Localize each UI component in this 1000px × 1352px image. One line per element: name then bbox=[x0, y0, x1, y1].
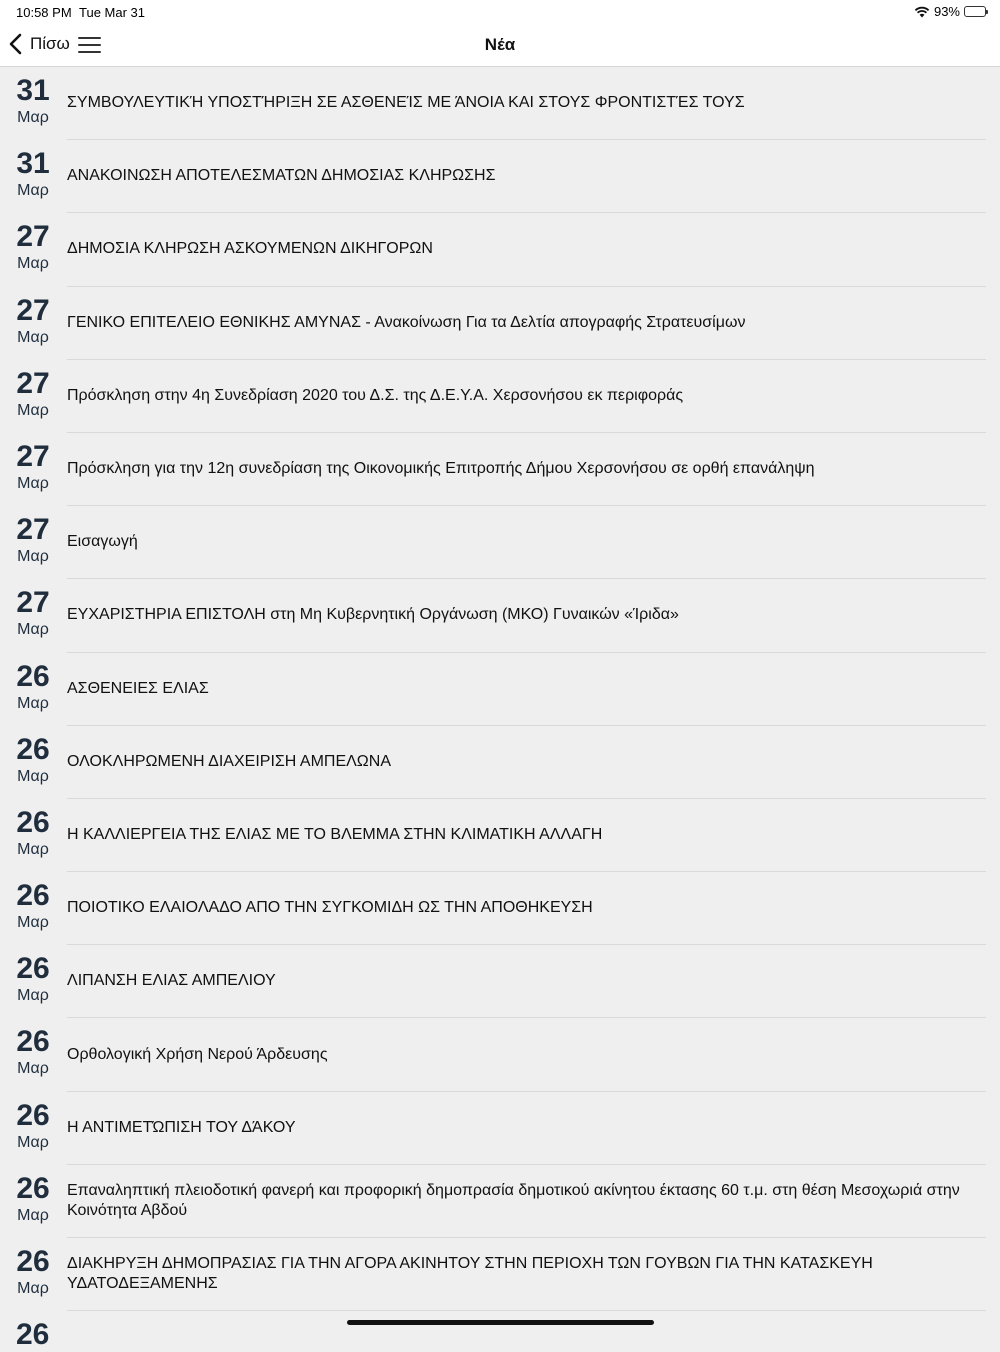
item-month: Μαρ bbox=[17, 914, 49, 932]
item-title: Η ΚΑΛΛΙΕΡΓΕΙΑ ΤΗΣ ΕΛΙΑΣ ΜΕ ΤΟ ΒΛΕΜΜΑ ΣΤΗΝ ΚΛΙΜΑΤΙΚΗ ΑΛΛΑΓΗ bbox=[67, 799, 986, 872]
item-title: Εισαγωγή bbox=[67, 506, 986, 579]
item-day: 26 bbox=[16, 879, 50, 913]
list-item[interactable] bbox=[0, 67, 1000, 140]
item-day: 26 bbox=[16, 1245, 50, 1278]
list-item[interactable] bbox=[0, 945, 1000, 1018]
item-month: Μαρ bbox=[17, 328, 49, 346]
item-month: Μαρ bbox=[17, 694, 49, 712]
item-month: Μαρ bbox=[17, 109, 49, 126]
status-time: 10:58 PM bbox=[16, 5, 72, 20]
item-month: Μαρ bbox=[17, 621, 49, 639]
item-day: 27 bbox=[16, 293, 50, 327]
list-item[interactable] bbox=[0, 799, 1000, 872]
item-date bbox=[0, 140, 66, 200]
item-title: ΓΕΝΙΚΟ ΕΠΙΤΕΛΕΙΟ ΕΘΝΙΚΗΣ ΑΜΥΝΑΣ - Ανακοίνωση Για τα Δελτία απογραφής Στρατευσίμων bbox=[67, 287, 986, 360]
item-title: Ορθολογική Χρήση Νερού Άρδευσης bbox=[67, 1018, 986, 1091]
item-title: Πρόσκληση για την 12η συνεδρίαση της Οικονομικής Επιτροπής Δήμου Χερσονήσου σε ορθή επανάληψη bbox=[67, 433, 986, 506]
item-month: Μαρ bbox=[17, 767, 49, 785]
item-title: ΠΟΙΟΤΙΚΟ ΕΛΑΙΟΛΑΔΟ ΑΠΟ ΤΗΝ ΣΥΓΚΟΜΙΔΗ ΩΣ ΤΗΝ ΑΠΟΘΗΚΕΥΣΗ bbox=[67, 872, 986, 945]
battery-percent: 93% bbox=[933, 4, 960, 19]
item-title: ΑΣΘΕΝΕΙΕΣ ΕΛΙΑΣ bbox=[67, 653, 986, 726]
back-label: Πίσω bbox=[30, 34, 70, 53]
item-day: 26 bbox=[16, 952, 50, 986]
item-title: ΕΥΧΑΡΙΣΤΗΡΙΑ ΕΠΙΣΤΟΛΗ στη Μη Κυβερνητική Οργάνωση (ΜΚΟ) Γυναικών «Ίριδα» bbox=[67, 579, 986, 652]
item-day: 27 bbox=[16, 439, 50, 473]
item-title: Επαναληπτική πλειοδοτική φανερή και προφορική δημοπρασία δημοτικού ακίνητου έκτασης 60 τ.μ. στη θέση Μεσοχωριά στην Κοινότητα Αβδού bbox=[67, 1165, 986, 1238]
list-item[interactable] bbox=[0, 506, 1000, 579]
partial-list-item-day: 26 bbox=[16, 1318, 50, 1351]
item-day: 26 bbox=[16, 805, 50, 839]
item-month: Μαρ bbox=[17, 548, 49, 566]
list-item[interactable] bbox=[0, 140, 1000, 213]
item-day: 26 bbox=[16, 1025, 50, 1059]
item-date bbox=[0, 287, 66, 347]
item-month: Μαρ bbox=[17, 1133, 49, 1151]
item-month: Μαρ bbox=[17, 1280, 49, 1297]
item-day: 26 bbox=[16, 732, 50, 766]
item-date bbox=[0, 433, 66, 493]
item-date bbox=[0, 1165, 66, 1225]
list-item[interactable] bbox=[0, 872, 1000, 945]
item-day: 26 bbox=[16, 659, 50, 693]
item-month: Μαρ bbox=[17, 1060, 49, 1078]
list-item[interactable] bbox=[0, 1165, 1000, 1238]
list-item[interactable] bbox=[0, 287, 1000, 360]
item-day: 27 bbox=[16, 366, 50, 400]
item-date bbox=[0, 945, 66, 1005]
item-title: ΑΝΑΚΟΙΝΩΣΗ ΑΠΟΤΕΛΕΣΜΑΤΩΝ ΔΗΜΟΣΙΑΣ ΚΛΗΡΩΣΗΣ bbox=[67, 140, 986, 213]
item-date bbox=[0, 653, 66, 713]
list-item[interactable] bbox=[0, 360, 1000, 433]
page-title: Νέα bbox=[484, 35, 516, 54]
item-day: 31 bbox=[16, 147, 50, 181]
list-item[interactable] bbox=[0, 433, 1000, 506]
wifi-icon bbox=[914, 6, 930, 18]
item-date bbox=[0, 1092, 66, 1152]
item-day: 26 bbox=[16, 1171, 50, 1205]
item-date bbox=[0, 67, 66, 127]
news-list bbox=[0, 67, 1000, 1311]
item-day: 27 bbox=[16, 513, 50, 547]
item-date bbox=[0, 799, 66, 859]
item-date bbox=[0, 1238, 66, 1298]
item-date bbox=[0, 213, 66, 273]
item-day: 26 bbox=[16, 1098, 50, 1132]
list-item[interactable] bbox=[0, 579, 1000, 652]
list-item[interactable] bbox=[0, 1092, 1000, 1165]
item-date bbox=[0, 506, 66, 566]
item-date bbox=[0, 726, 66, 786]
item-month: Μαρ bbox=[17, 474, 49, 492]
home-indicator[interactable] bbox=[347, 1320, 654, 1325]
item-day: 27 bbox=[16, 220, 50, 254]
list-item[interactable] bbox=[0, 726, 1000, 799]
status-date: Tue Mar 31 bbox=[79, 5, 145, 20]
item-month: Μαρ bbox=[17, 840, 49, 858]
item-day: 27 bbox=[16, 586, 50, 620]
item-date bbox=[0, 872, 66, 932]
item-title: ΔΙΑΚΗΡΥΞΗ ΔΗΜΟΠΡΑΣΙΑΣ ΓΙΑ ΤΗΝ ΑΓΟΡΑ ΑΚΙΝΗΤΟΥ ΣΤΗΝ ΠΕΡΙΟΧΗ ΤΩΝ ΓΟΥΒΩΝ ΓΙΑ ΤΗΝ ΚΑΤΑΣΚΕΥΗ ΥΔΑΤΟΔΕΞΑΜΕΝΗΣ bbox=[67, 1238, 986, 1311]
status-bar bbox=[0, 0, 1000, 24]
item-date bbox=[0, 1018, 66, 1078]
list-item[interactable] bbox=[0, 1018, 1000, 1091]
list-item[interactable] bbox=[0, 1238, 1000, 1311]
item-title: Η ΑΝΤΙΜΕΤΏΠΙΣΗ ΤΟΥ ΔΆΚΟΥ bbox=[67, 1092, 986, 1165]
navigation-bar bbox=[0, 24, 1000, 67]
item-day: 31 bbox=[16, 74, 50, 107]
item-month: Μαρ bbox=[17, 1206, 49, 1224]
item-title: ΔΗΜΟΣΙΑ ΚΛΗΡΩΣΗ ΑΣΚΟΥΜΕΝΩΝ ΔΙΚΗΓΟΡΩΝ bbox=[67, 213, 986, 286]
battery-icon bbox=[964, 6, 986, 17]
item-title: ΛΙΠΑΝΣΗ ΕΛΙΑΣ ΑΜΠΕΛΙΟΥ bbox=[67, 945, 986, 1018]
item-month: Μαρ bbox=[17, 255, 49, 273]
list-item[interactable] bbox=[0, 213, 1000, 286]
item-date bbox=[0, 579, 66, 639]
item-month: Μαρ bbox=[17, 182, 49, 200]
status-right bbox=[914, 4, 986, 19]
item-title: ΣΥΜΒΟΥΛΕΥΤΙΚΉ ΥΠΟΣΤΉΡΙΞΗ ΣΕ ΑΣΘΕΝΕΊΣ ΜΕ ΆΝΟΙΑ ΚΑΙ ΣΤΟΥΣ ΦΡΟΝΤΙΣΤΈΣ ΤΟΥΣ bbox=[67, 67, 986, 140]
item-month: Μαρ bbox=[17, 987, 49, 1005]
list-item[interactable] bbox=[0, 653, 1000, 726]
item-date bbox=[0, 360, 66, 420]
item-month: Μαρ bbox=[17, 401, 49, 419]
item-title: Πρόσκληση στην 4η Συνεδρίαση 2020 του Δ.Σ. της Δ.Ε.Υ.Α. Χερσονήσου εκ περιφοράς bbox=[67, 360, 986, 433]
item-title: ΟΛΟΚΛΗΡΩΜΕΝΗ ΔΙΑΧΕΙΡΙΣΗ ΑΜΠΕΛΩΝΑ bbox=[67, 726, 986, 799]
